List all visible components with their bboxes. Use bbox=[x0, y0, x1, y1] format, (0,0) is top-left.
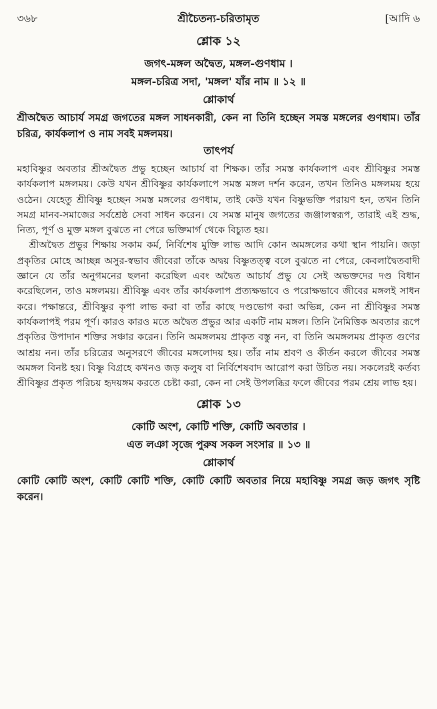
verse-12-number: শ্লোক ১২ bbox=[196, 34, 241, 48]
purport-paragraph-2: শ্রীঅদ্বৈত প্রভুর শিক্ষায় সকাম কর্ম, নির্বিশেষ মুক্তি লাভ আদি কোন অমঙ্গলের কথা স্থান পায়নি। জড়া প্রকৃতির মোহে আচ্ছন্ন অসুর-স্বভাব জীবেরা তাঁকে অদ্বয় বিষ্ণুতত্ত্ব বলে বুঝতে না পেরে, কেবলাদ্বৈতবাদী জ্ঞানে যে তাঁর অনুগমনের ছলনা করেছিল এবং অদ্বৈত আচার্য প্রভু যে সেই অভক্তদের দণ্ড বিধান করেছিলেন, তাও মঙ্গলময়। শ্রীবিষ্ণু এবং তাঁর কার্যকলাপ প্রত্যক্ষভাবে ও পরোক্ষভাবে জীবের মঙ্গলই সাধন করে। পক্ষান্তরে, শ্রীবিষ্ণুর কৃপা লাভ করা বা তাঁর কাছে দণ্ডভোগ করা অভিন্ন, কেন না শ্রীবিষ্ণুর সমস্ত কার্যকলাপই পরম পূর্ণ। কারও কারও মতে অদ্বৈত প্রভুর আর একটি নাম মঙ্গল। তিনি নৈমিত্তিক অবতার রূপে প্রকৃতির উপাদান শক্তির সঞ্চার করেন। তিনি অমঙ্গলময় প্রাকৃত বস্তু নন, বা তিনি অমঙ্গলময় প্রাকৃত গুণের আশ্রয় নন। তাঁর চরিত্রের অনুসরণে জীবের মঙ্গলোদয় হয়। তাঁর নাম শ্রবণ ও কীর্তন করলে জীবের সমস্ত অমঙ্গল বিনষ্ট হয়। বিষ্ণু বিগ্রহে কখনও জড় কলুষ বা নির্বিশেষবাদ আরোপ করা উচিত নয়। সকলেরই কর্তব্য শ্রীবিষ্ণুর প্রকৃত পরিচয় হৃদয়ঙ্গম করতে চেষ্টা করা, কেন না সেই উপলব্ধির ফলে জীবের পরম শ্রেয় লাভ হয়। bbox=[17, 240, 420, 390]
page-header bbox=[17, 8, 420, 28]
verse-12-purport bbox=[17, 162, 420, 391]
verse-12-text bbox=[17, 55, 420, 91]
verse-13-text bbox=[17, 418, 420, 454]
page-number: ৩৬৮ bbox=[17, 13, 38, 25]
purport-paragraph-1: মহাবিষ্ণুর অবতার শ্রীঅদ্বৈত প্রভু হচ্ছেন আচার্য বা শিক্ষক। তাঁর সমস্ত কার্যকলাপ এবং শ্রীবিষ্ণুর সমস্ত কার্যকলাপ মঙ্গলময়। কেউ যখন শ্রীবিষ্ণুর কার্যকলাপে সমস্ত মঙ্গল দর্শন করেন, তখন তিনিও মঙ্গলময় হয়ে ওঠেন। যেহেতু শ্রীবিষ্ণু হচ্ছেন সমস্ত মঙ্গলের গুণধাম, তাই কেউ যখন বিষ্ণুভক্তি পরায়ণ হন, তখন তিনি সমগ্র মানব-সমাজের সর্বশ্রেষ্ঠ সেবা সাধন করেন। যে সমস্ত মানুষ জগতের জঞ্জালস্বরূপ, তারাই এই শুদ্ধ, নিত্য, পূর্ণ ও মুক্ত মঙ্গল বুঝতে না পেরে ভক্তিমার্গ থেকে বিচ্যুত হয়। bbox=[17, 164, 420, 237]
verse-12-translation: শ্রীঅদ্বৈত আচার্য সমগ্র জগতের মঙ্গল সাধনকারী, কেন না তিনি হচ্ছেন সমস্ত মঙ্গলের গুণধাম। তাঁর চরিত্র, কার্যকলাপ ও নাম সবই মঙ্গলময়। bbox=[17, 113, 420, 140]
verse-12-line-1: জগৎ-মঙ্গল অদ্বৈত, মঙ্গল-গুণধাম । bbox=[144, 58, 293, 70]
verse-13-translation-heading: শ্লোকার্থ bbox=[202, 457, 235, 470]
section-label: [আদি ৬ bbox=[384, 13, 420, 25]
verse-12-translation-heading: শ্লোকার্থ bbox=[202, 94, 235, 106]
book-title: শ্রীচৈতন্য-চরিতামৃত bbox=[177, 13, 260, 25]
verse-13-translation: কোটি কোটি অংশ, কোটি কোটি শক্তি, কোটি কোটি অবতার নিয়ে মহাবিষ্ণু সমগ্র জড় জগৎ সৃষ্টি করেন। bbox=[17, 476, 420, 503]
verse-12-purport-heading: তাৎপর্য bbox=[203, 145, 234, 157]
verse-13-number: শ্লোক ১৩ bbox=[196, 397, 241, 412]
verse-13-line-1: কোটি অংশ, কোটি শক্তি, কোটি অবতার । bbox=[131, 421, 306, 434]
verse-12-line-2: মঙ্গল-চরিত্র সদা, 'মঙ্গল' যাঁর নাম ॥ ১২ ॥ bbox=[131, 76, 306, 88]
verse-13-line-2: এত লঞা সৃজে পুরুষ সকল সংসার ॥ ১৩ ॥ bbox=[126, 439, 311, 452]
